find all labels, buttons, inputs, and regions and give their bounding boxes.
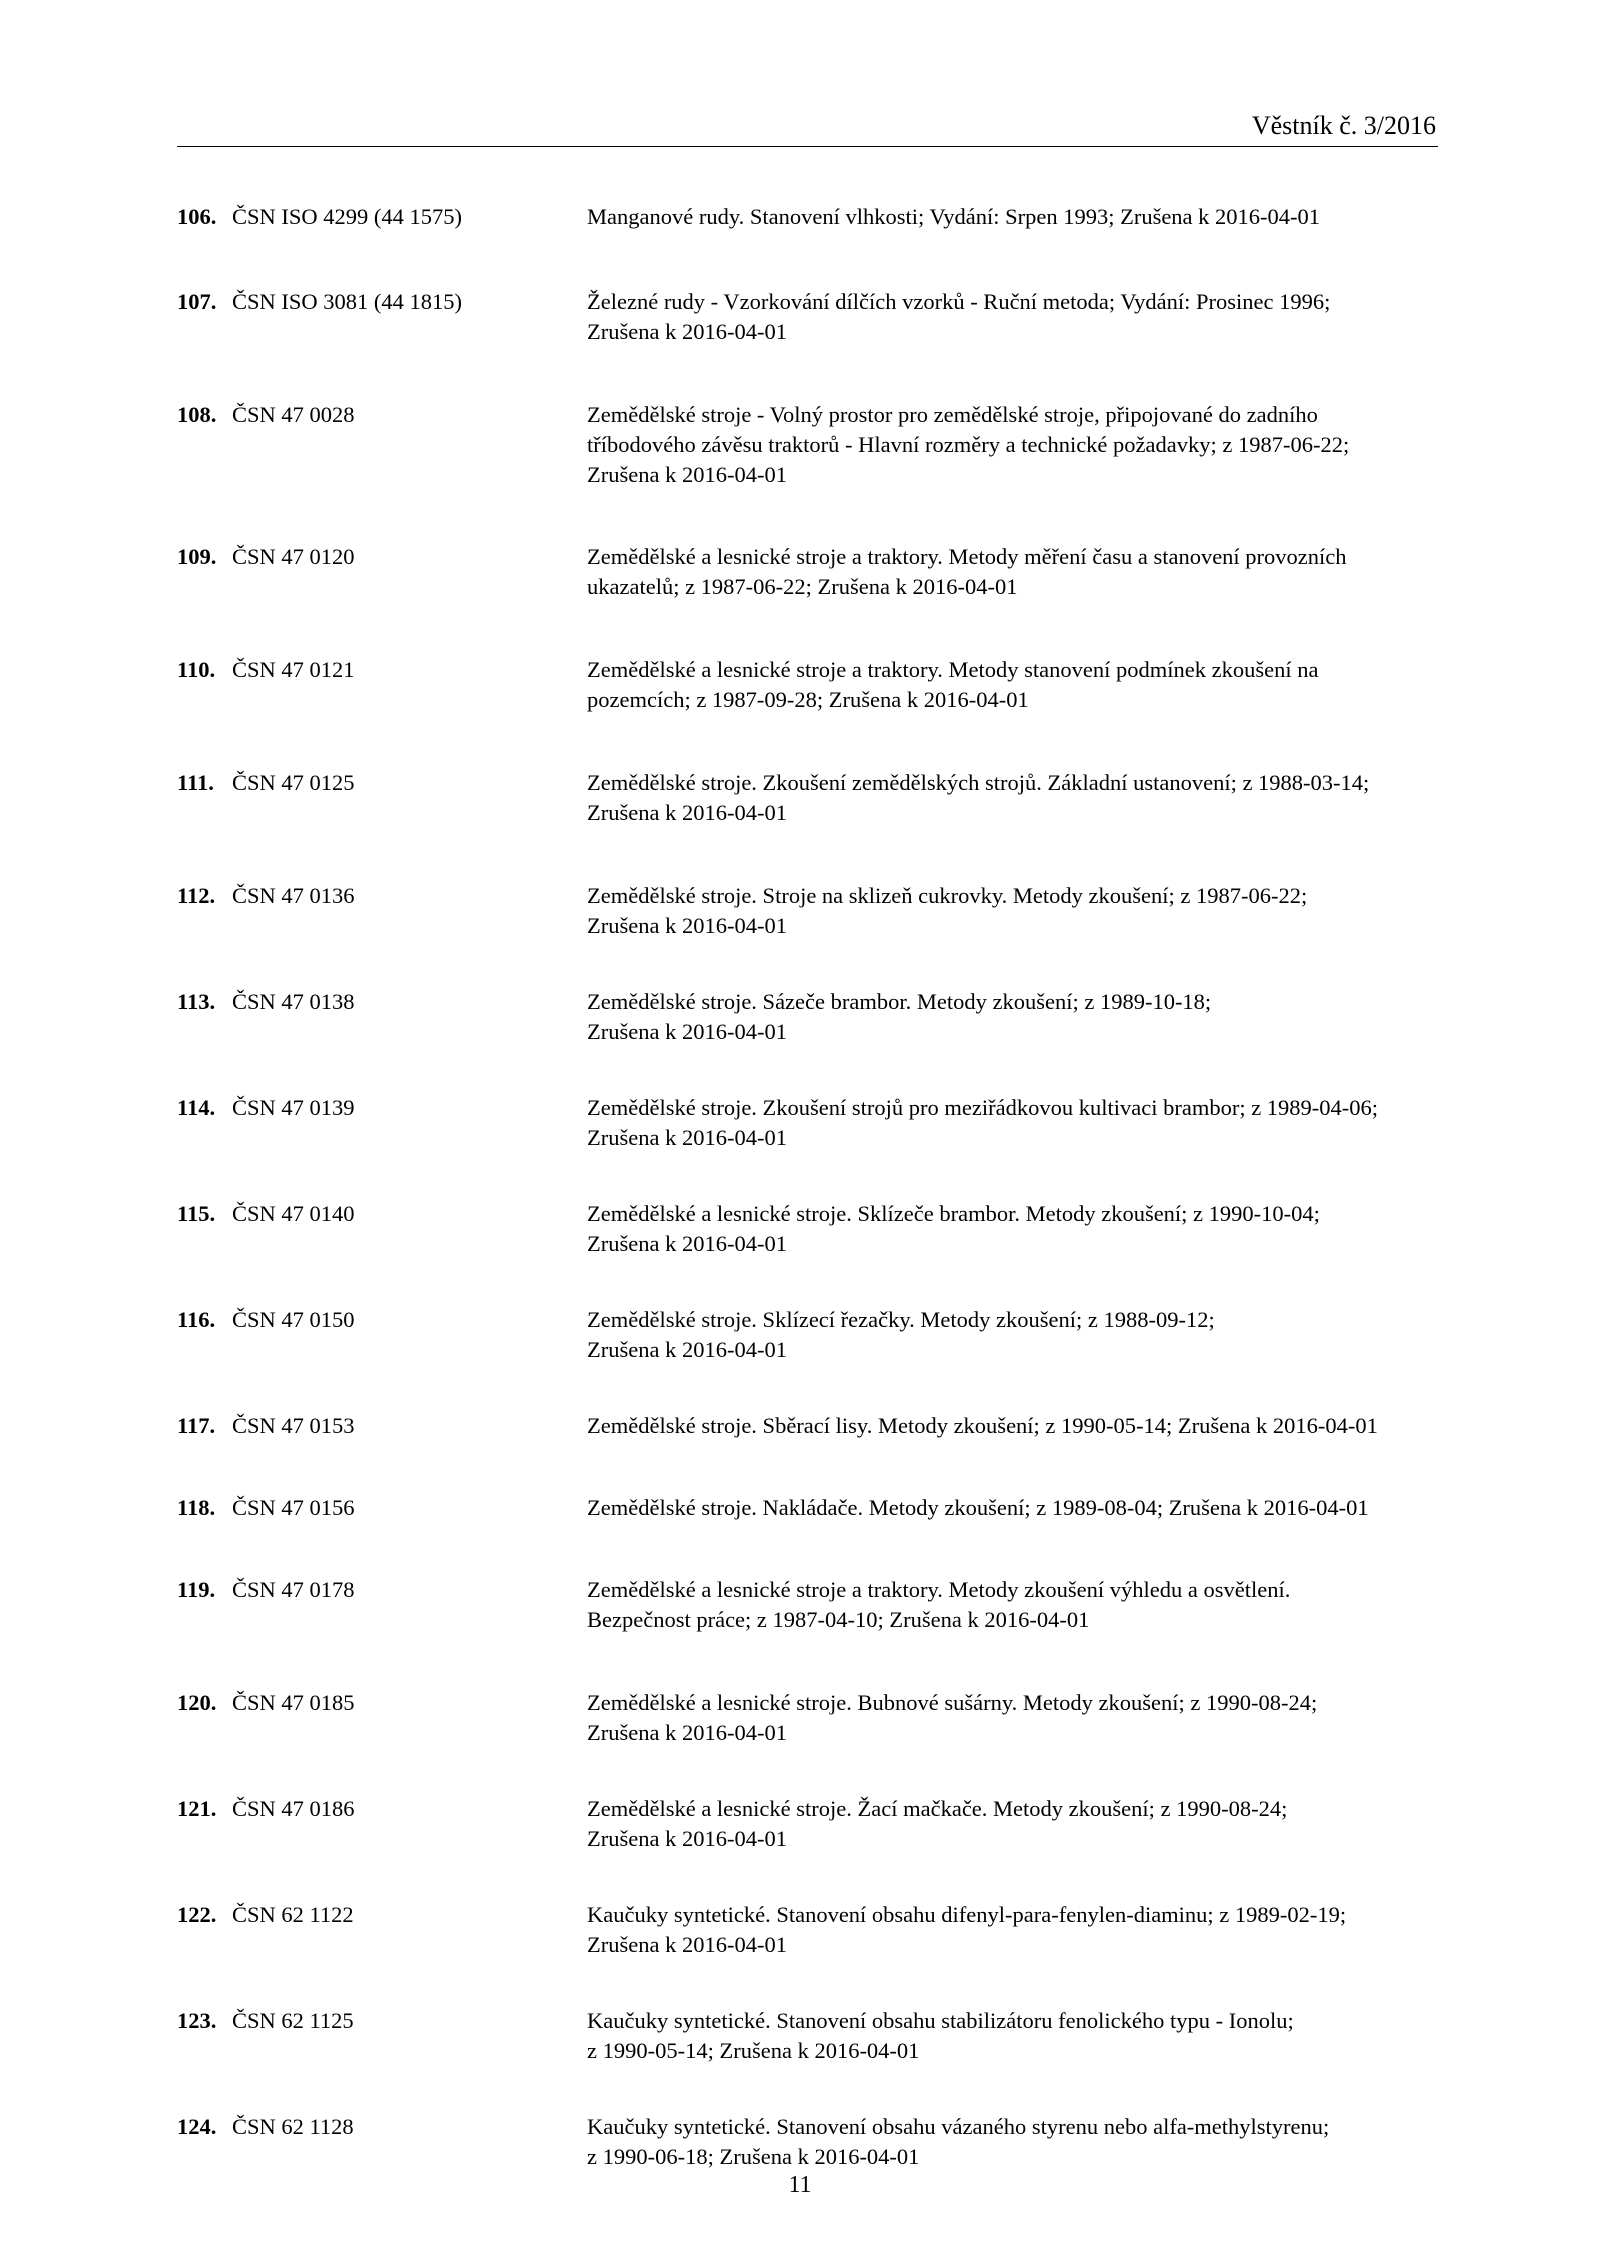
standard-code: ČSN ISO 3081 (44 1815) [232,289,463,314]
description-line: Zrušena k 2016-04-01 [587,1125,787,1150]
standard-code: ČSN 47 0125 [232,770,355,795]
standard-code: ČSN 47 0178 [232,1577,355,1602]
description-line: Zemědělské stroje. Zkoušení zemědělských strojů. Základní ustanovení; z 1988-03-14; [587,770,1370,795]
standards-list [177,0,1438,2263]
standard-description [587,542,1438,602]
standard-code: ČSN 47 0150 [232,1307,355,1332]
description-line: Kaučuky syntetické. Stanovení obsahu difenyl-para-fenylen-diaminu; z 1989-02-19; [587,1902,1347,1927]
entry-number: 113. [177,989,216,1014]
description-line: Zemědělské a lesnické stroje a traktory. Metody měření času a stanovení provozních [587,544,1347,569]
description-line: Zrušena k 2016-04-01 [587,319,787,344]
entry-number: 119. [177,1577,216,1602]
description-line: Zemědělské stroje - Volný prostor pro zemědělské stroje, připojované do zadního [587,402,1318,427]
description-line: Zemědělské a lesnické stroje. Bubnové sušárny. Metody zkoušení; z 1990-08-24; [587,1690,1318,1715]
standard-description [587,1305,1438,1365]
entry-number: 109. [177,544,217,569]
standard-code: ČSN 62 1128 [232,2114,354,2139]
standard-code: ČSN 47 0138 [232,989,355,1014]
standard-code: ČSN 62 1122 [232,1902,354,1927]
entry-number: 106. [177,204,217,229]
standard-code: ČSN 47 0185 [232,1690,355,1715]
description-line: Kaučuky syntetické. Stanovení obsahu stabilizátoru fenolického typu - Ionolu; [587,2008,1294,2033]
entry-number: 110. [177,657,216,682]
description-line: Zrušena k 2016-04-01 [587,1826,787,1851]
description-line: Zrušena k 2016-04-01 [587,913,787,938]
description-line: Zrušena k 2016-04-01 [587,1019,787,1044]
description-line: Zemědělské a lesnické stroje a traktory. Metody zkoušení výhledu a osvětlení. [587,1577,1291,1602]
description-line: Zrušena k 2016-04-01 [587,462,787,487]
standard-code: ČSN 47 0156 [232,1495,355,1520]
description-line: pozemcích; z 1987-09-28; Zrušena k 2016-04-01 [587,687,1029,712]
standard-description [587,1093,1438,1153]
standard-code: ČSN 47 0139 [232,1095,355,1120]
standard-description [587,768,1438,828]
entry-number: 107. [177,289,217,314]
standard-description [587,1411,1438,1441]
entry-number: 118. [177,1495,216,1520]
standard-code: ČSN 47 0121 [232,657,355,682]
standard-description [587,1199,1438,1259]
standard-code: ČSN 47 0120 [232,544,355,569]
standard-description [587,287,1438,347]
standard-description [587,2112,1438,2172]
description-line: Zrušena k 2016-04-01 [587,1337,787,1362]
standard-description [587,2006,1438,2066]
entry-number: 111. [177,770,214,795]
standard-code: ČSN 62 1125 [232,2008,354,2033]
standard-description [587,1900,1438,1960]
entry-number: 116. [177,1307,216,1332]
description-line: Zemědělské stroje. Sběrací lisy. Metody zkoušení; z 1990-05-14; Zrušena k 2016-04-01 [587,1413,1378,1438]
description-line: z 1990-05-14; Zrušena k 2016-04-01 [587,2038,920,2063]
standard-description [587,202,1438,232]
entry-number: 108. [177,402,217,427]
description-line: Manganové rudy. Stanovení vlhkosti; Vydání: Srpen 1993; Zrušena k 2016-04-01 [587,204,1321,229]
description-line: Bezpečnost práce; z 1987-04-10; Zrušena k 2016-04-01 [587,1607,1090,1632]
entry-number: 124. [177,2114,217,2139]
description-line: Zrušena k 2016-04-01 [587,1231,787,1256]
description-line: Zrušena k 2016-04-01 [587,1932,787,1957]
standard-description [587,1493,1438,1523]
description-line: Železné rudy - Vzorkování dílčích vzorků - Ruční metoda; Vydání: Prosinec 1996; [587,289,1331,314]
standard-description [587,655,1438,715]
standard-description [587,1688,1438,1748]
standard-code: ČSN 47 0140 [232,1201,355,1226]
standard-code: ČSN 47 0028 [232,402,355,427]
standard-code: ČSN ISO 4299 (44 1575) [232,204,463,229]
standard-description [587,881,1438,941]
description-line: Zemědělské a lesnické stroje. Žací mačkače. Metody zkoušení; z 1990-08-24; [587,1796,1288,1821]
description-line: ukazatelů; z 1987-06-22; Zrušena k 2016-04-01 [587,574,1018,599]
description-line: Zemědělské stroje. Sklízecí řezačky. Metody zkoušení; z 1988-09-12; [587,1307,1215,1332]
entry-number: 121. [177,1796,217,1821]
description-line: tříbodového závěsu traktorů - Hlavní rozměry a technické požadavky; z 1987-06-22; [587,432,1350,457]
description-line: Zemědělské stroje. Sázeče brambor. Metody zkoušení; z 1989-10-18; [587,989,1212,1014]
entry-number: 117. [177,1413,216,1438]
description-line: Zemědělské stroje. Zkoušení strojů pro meziřádkovou kultivaci brambor; z 1989-04-06; [587,1095,1379,1120]
entry-number: 114. [177,1095,216,1120]
entry-number: 120. [177,1690,217,1715]
description-line: Zemědělské stroje. Nakládače. Metody zkoušení; z 1989-08-04; Zrušena k 2016-04-01 [587,1495,1369,1520]
description-line: z 1990-06-18; Zrušena k 2016-04-01 [587,2144,920,2169]
description-line: Zrušena k 2016-04-01 [587,800,787,825]
description-line: Zemědělské a lesnické stroje. Sklízeče brambor. Metody zkoušení; z 1990-10-04; [587,1201,1320,1226]
entry-number: 122. [177,1902,217,1927]
description-line: Zemědělské a lesnické stroje a traktory. Metody stanovení podmínek zkoušení na [587,657,1319,682]
standard-code: ČSN 47 0136 [232,883,355,908]
entry-number: 123. [177,2008,217,2033]
page-header-title: Věstník č. 3/2016 [1251,111,1436,140]
description-line: Zrušena k 2016-04-01 [587,1720,787,1745]
standard-description [587,987,1438,1047]
entry-number: 112. [177,883,216,908]
standard-description [587,400,1438,490]
entry-number: 115. [177,1201,216,1226]
standard-code: ČSN 47 0153 [232,1413,355,1438]
standard-code: ČSN 47 0186 [232,1796,355,1821]
standard-description [587,1794,1438,1854]
description-line: Kaučuky syntetické. Stanovení obsahu vázaného styrenu nebo alfa-methylstyrenu; [587,2114,1330,2139]
standard-description [587,1575,1438,1635]
page-number: 11 [788,2172,812,2198]
description-line: Zemědělské stroje. Stroje na sklizeň cukrovky. Metody zkoušení; z 1987-06-22; [587,883,1308,908]
